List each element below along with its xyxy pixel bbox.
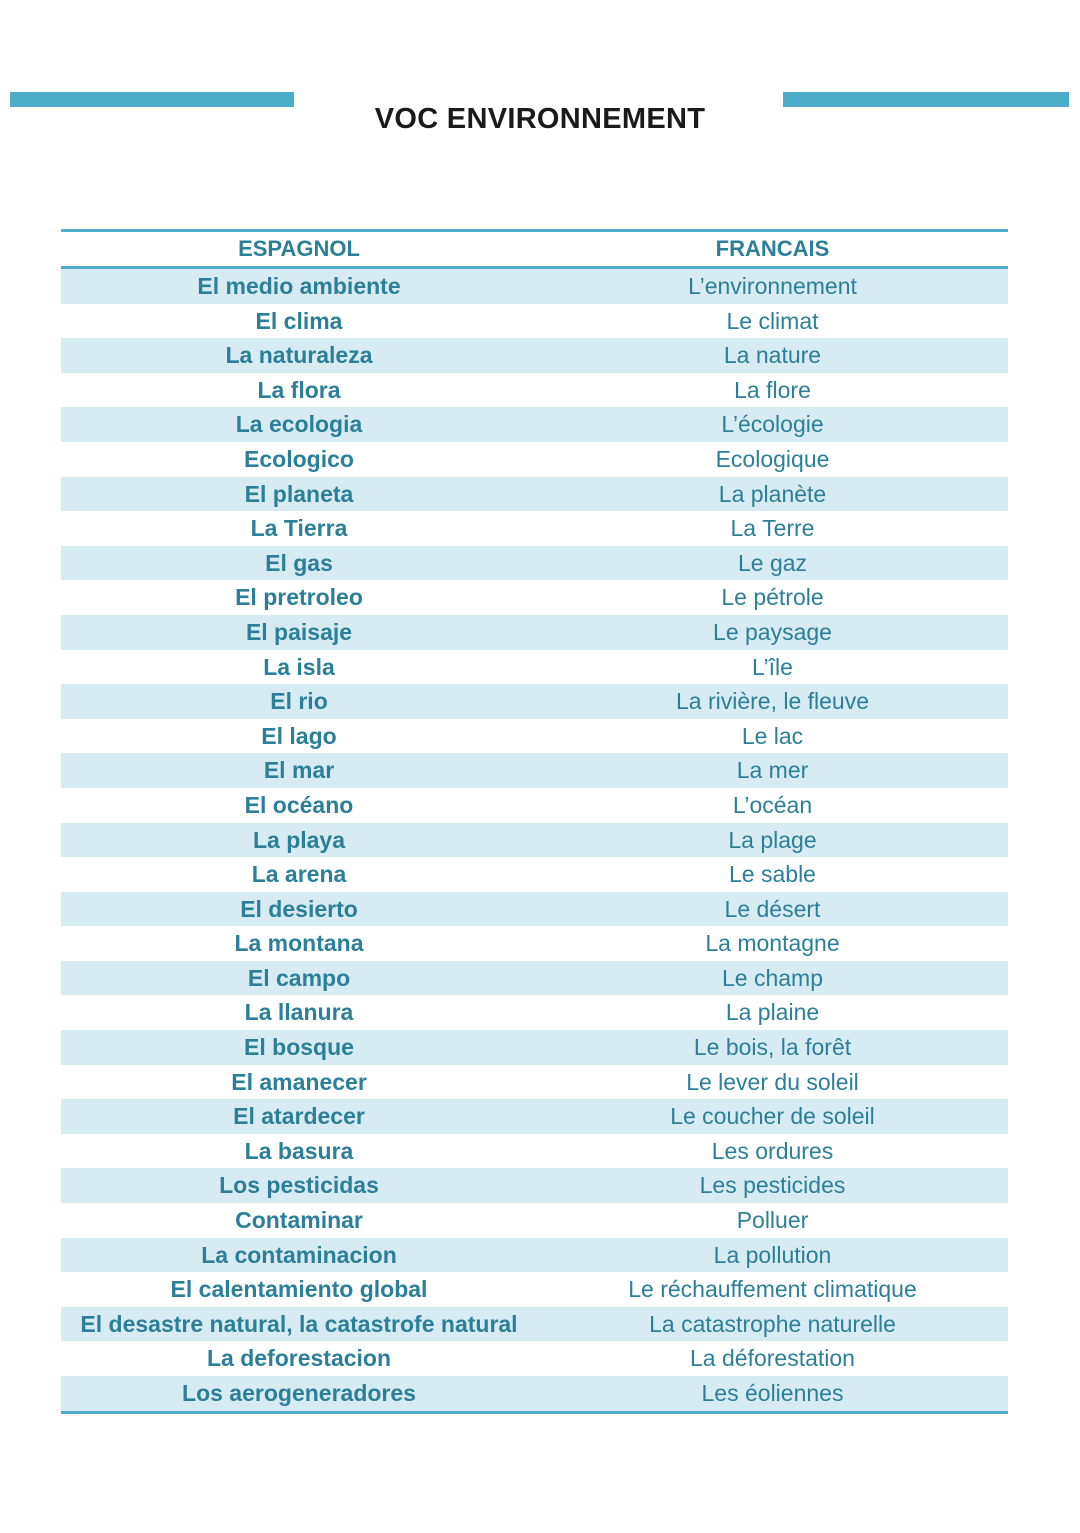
cell-french: Les éoliennes — [537, 1376, 1008, 1412]
cell-french: Le sable — [537, 857, 1008, 892]
vocabulary-table — [61, 229, 1008, 1414]
cell-spanish: El lago — [61, 719, 537, 754]
cell-french: Ecologique — [537, 442, 1008, 477]
cell-spanish: Los pesticidas — [61, 1168, 537, 1203]
table-row — [61, 753, 1008, 788]
cell-spanish: La playa — [61, 823, 537, 858]
cell-spanish: El desierto — [61, 892, 537, 927]
cell-french: L’île — [537, 650, 1008, 685]
cell-spanish: El amanecer — [61, 1065, 537, 1100]
cell-spanish: El medio ambiente — [61, 268, 537, 304]
cell-french: La pollution — [537, 1238, 1008, 1273]
cell-french: Le paysage — [537, 615, 1008, 650]
table-row — [61, 615, 1008, 650]
cell-spanish: El desastre natural, la catastrofe natural — [61, 1307, 537, 1342]
cell-french: La rivière, le fleuve — [537, 684, 1008, 719]
cell-french: Le désert — [537, 892, 1008, 927]
cell-spanish: La ecologia — [61, 407, 537, 442]
table-row — [61, 719, 1008, 754]
cell-french: Le lever du soleil — [537, 1065, 1008, 1100]
cell-spanish: La Tierra — [61, 511, 537, 546]
cell-french: La mer — [537, 753, 1008, 788]
cell-french: La plage — [537, 823, 1008, 858]
cell-spanish: El clima — [61, 304, 537, 339]
cell-french: L’écologie — [537, 407, 1008, 442]
header-bar-right — [783, 92, 1069, 107]
table-row — [61, 1134, 1008, 1169]
table-row — [61, 1065, 1008, 1100]
cell-french: L’océan — [537, 788, 1008, 823]
table-row — [61, 857, 1008, 892]
cell-spanish: El planeta — [61, 477, 537, 512]
cell-french: La Terre — [537, 511, 1008, 546]
table-row — [61, 1341, 1008, 1376]
cell-spanish: El campo — [61, 961, 537, 996]
table-row — [61, 1272, 1008, 1307]
cell-spanish: La isla — [61, 650, 537, 685]
table-row — [61, 580, 1008, 615]
cell-french: Le bois, la forêt — [537, 1030, 1008, 1065]
cell-spanish: Los aerogeneradores — [61, 1376, 537, 1412]
cell-french: L’environnement — [537, 268, 1008, 304]
table-row — [61, 268, 1008, 304]
cell-french: La déforestation — [537, 1341, 1008, 1376]
table-header-row — [61, 231, 1008, 268]
cell-french: La nature — [537, 338, 1008, 373]
table-row — [61, 477, 1008, 512]
cell-spanish: El pretroleo — [61, 580, 537, 615]
table-row — [61, 1099, 1008, 1134]
table-row — [61, 788, 1008, 823]
table-row — [61, 304, 1008, 339]
table-row — [61, 650, 1008, 685]
column-header-french: FRANCAIS — [537, 231, 1008, 268]
cell-french: Le lac — [537, 719, 1008, 754]
cell-spanish: La arena — [61, 857, 537, 892]
table-body — [61, 268, 1008, 1413]
cell-spanish: El bosque — [61, 1030, 537, 1065]
cell-french: La plaine — [537, 995, 1008, 1030]
cell-french: La flore — [537, 373, 1008, 408]
table-row — [61, 684, 1008, 719]
cell-spanish: El gas — [61, 546, 537, 581]
cell-french: Le réchauffement climatique — [537, 1272, 1008, 1307]
cell-spanish: Contaminar — [61, 1203, 537, 1238]
table-row — [61, 511, 1008, 546]
cell-french: Le gaz — [537, 546, 1008, 581]
cell-spanish: El calentamiento global — [61, 1272, 537, 1307]
cell-french: Le champ — [537, 961, 1008, 996]
cell-spanish: El rio — [61, 684, 537, 719]
cell-french: La planète — [537, 477, 1008, 512]
table-row — [61, 1376, 1008, 1412]
table-row — [61, 995, 1008, 1030]
cell-spanish: El mar — [61, 753, 537, 788]
cell-french: La montagne — [537, 926, 1008, 961]
cell-spanish: El océano — [61, 788, 537, 823]
cell-french: Le coucher de soleil — [537, 1099, 1008, 1134]
table-row — [61, 373, 1008, 408]
cell-french: La catastrophe naturelle — [537, 1307, 1008, 1342]
table-row — [61, 926, 1008, 961]
table-row — [61, 442, 1008, 477]
column-header-spanish: ESPAGNOL — [61, 231, 537, 268]
cell-spanish: La deforestacion — [61, 1341, 537, 1376]
table-row — [61, 892, 1008, 927]
cell-spanish: El paisaje — [61, 615, 537, 650]
cell-french: Les ordures — [537, 1134, 1008, 1169]
cell-spanish: El atardecer — [61, 1099, 537, 1134]
table-row — [61, 961, 1008, 996]
table-row — [61, 407, 1008, 442]
cell-spanish: La montana — [61, 926, 537, 961]
table-row — [61, 1307, 1008, 1342]
cell-spanish: La llanura — [61, 995, 537, 1030]
table-row — [61, 338, 1008, 373]
cell-spanish: La contaminacion — [61, 1238, 537, 1273]
cell-french: Polluer — [537, 1203, 1008, 1238]
table-row — [61, 546, 1008, 581]
table-row — [61, 1203, 1008, 1238]
cell-spanish: La basura — [61, 1134, 537, 1169]
table-row — [61, 1168, 1008, 1203]
cell-spanish: La naturaleza — [61, 338, 537, 373]
cell-spanish: La flora — [61, 373, 537, 408]
page-title: VOC ENVIRONNEMENT — [374, 103, 706, 136]
table-row — [61, 823, 1008, 858]
cell-spanish: Ecologico — [61, 442, 537, 477]
cell-french: Les pesticides — [537, 1168, 1008, 1203]
cell-french: Le climat — [537, 304, 1008, 339]
table-row — [61, 1238, 1008, 1273]
cell-french: Le pétrole — [537, 580, 1008, 615]
table-row — [61, 1030, 1008, 1065]
header-bar-left — [10, 92, 294, 107]
